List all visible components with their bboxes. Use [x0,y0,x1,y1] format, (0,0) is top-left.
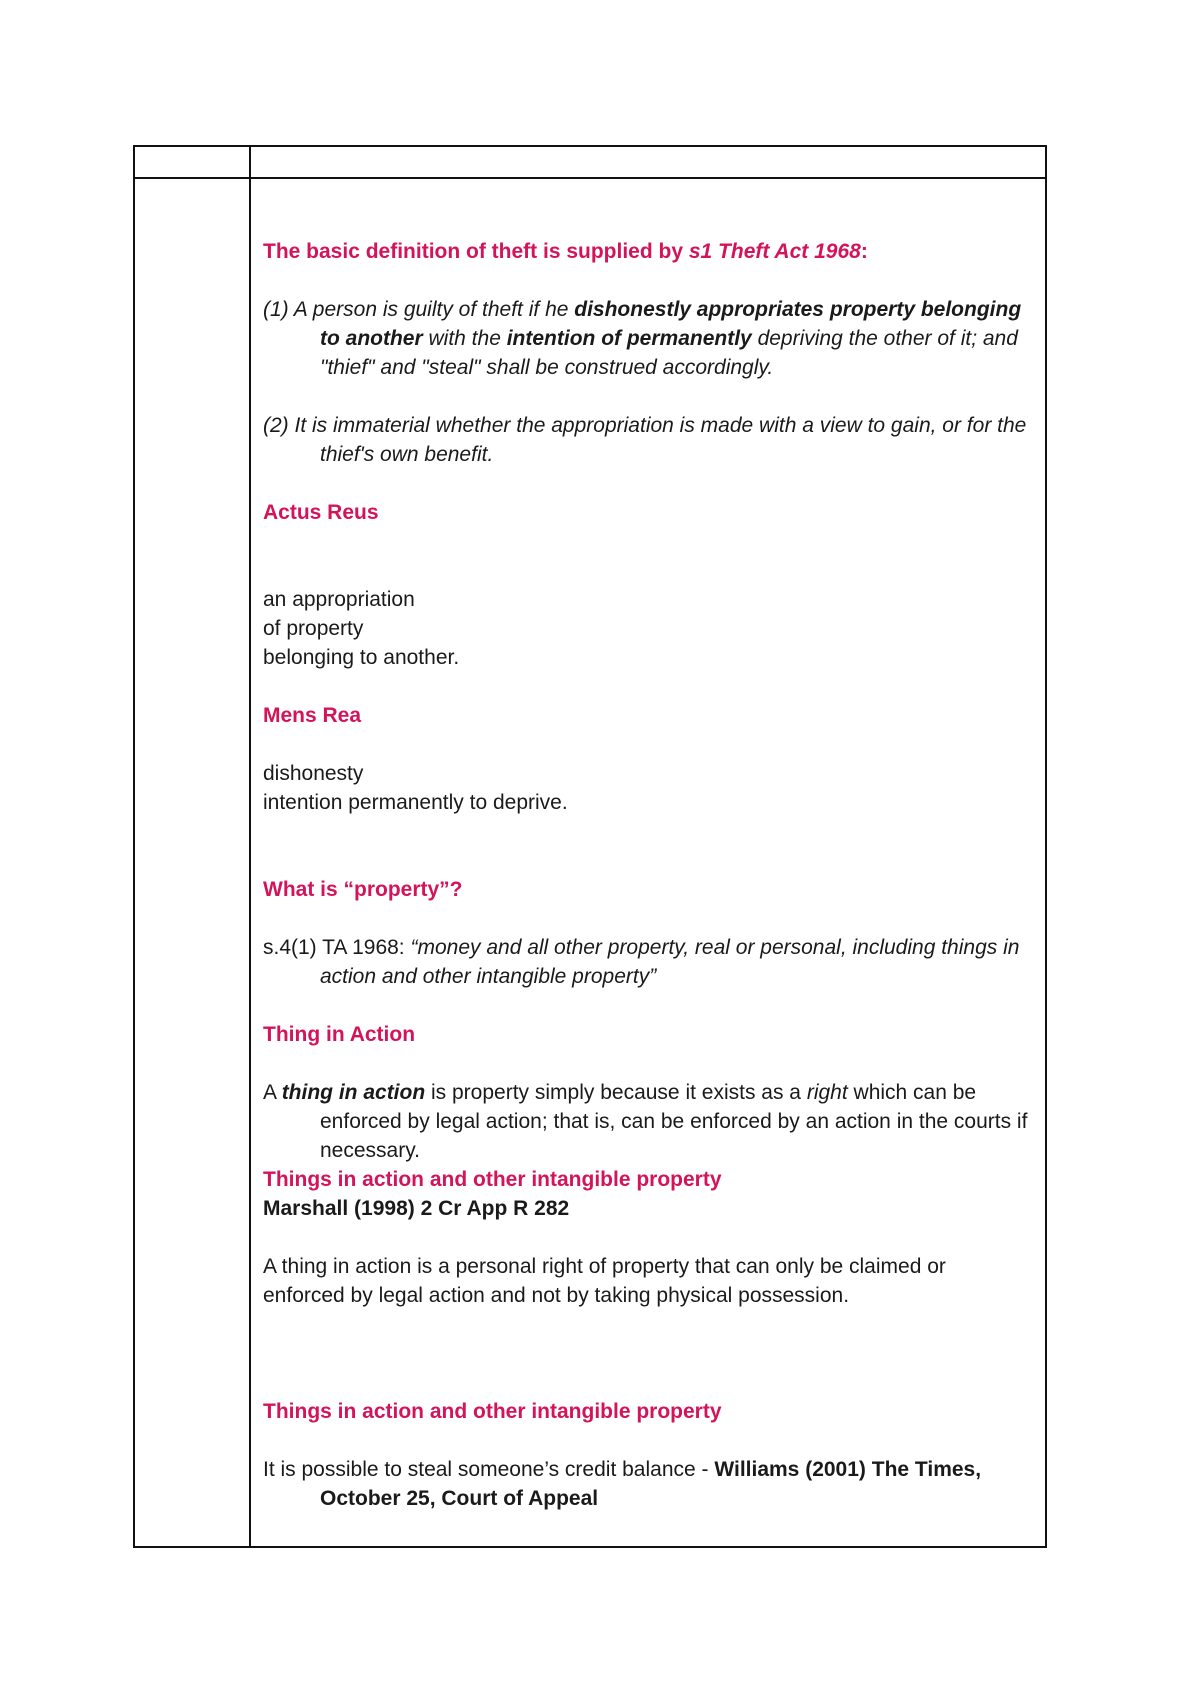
section1-subsection2: (2) It is immaterial whether the appropriation is made with a view to gain, or for the thief's own benefit. [263,414,1027,466]
notes-content [263,237,1033,1513]
actus-reus-item: of property [263,617,364,640]
property-citation: s.4(1) TA 1968: [263,936,411,959]
s1-text-b: dishonestly appropriates property belonging to another [320,298,1022,350]
notes-table [133,145,1047,1548]
tia-right: right [806,1081,848,1104]
s1-text-a: (1) A person is guilty of theft if he [263,298,575,321]
s1-text-d: intention of permanently [506,327,752,350]
tia-text-a: A [263,1081,282,1104]
section1-subsection1 [263,295,1033,382]
tia-text-b: is property simply because it exists as a [425,1081,807,1104]
s1-text-c: with the [422,327,507,350]
heading-intangible-2: Things in action and other intangible property [263,1400,722,1423]
actus-reus-item: an appropriation [263,588,415,611]
header-row-divider [135,177,1045,179]
tia-term: thing in action [281,1081,426,1104]
act-reference: s1 Theft Act 1968 [688,240,861,263]
heading-mens-rea: Mens Rea [263,704,362,727]
intro-colon: : [860,240,868,263]
tia-text-c: which can be enforced by legal action; that is, can be enforced by an action in the courts if necessary. [320,1081,1028,1162]
thing-in-action-definition [263,1078,1033,1165]
credit-balance-text: It is possible to steal someone’s credit balance - [263,1458,715,1481]
property-quote: “money and all other property, real or personal, including things in action and other intangible property” [320,936,1020,988]
case-marshall: Marshall (1998) 2 Cr App R 282 [263,1197,570,1220]
intro-line [263,237,1033,266]
mens-rea-item: dishonesty [263,762,364,785]
intro-lead: The basic definition of theft is supplied by [263,240,689,263]
heading-intangible-1: Things in action and other intangible property [263,1168,722,1191]
case-williams: Williams (2001) The Times, October 25, Court of Appeal [320,1458,982,1510]
heading-thing-in-action: Thing in Action [263,1023,416,1046]
property-definition [263,933,1033,991]
actus-reus-item: belonging to another. [263,646,460,669]
column-divider [249,147,251,1546]
intangible-1-text: A thing in action is a personal right of property that can only be claimed or enforced by legal action and not by taking physical possession. [263,1255,946,1307]
intangible-2-text [263,1455,1033,1513]
heading-property: What is “property”? [263,878,463,901]
heading-actus-reus: Actus Reus [263,501,379,524]
s1-text-e: depriving the other of it; and "thief" and "steal" shall be construed accordingly. [320,327,1018,379]
mens-rea-item: intention permanently to deprive. [263,791,568,814]
